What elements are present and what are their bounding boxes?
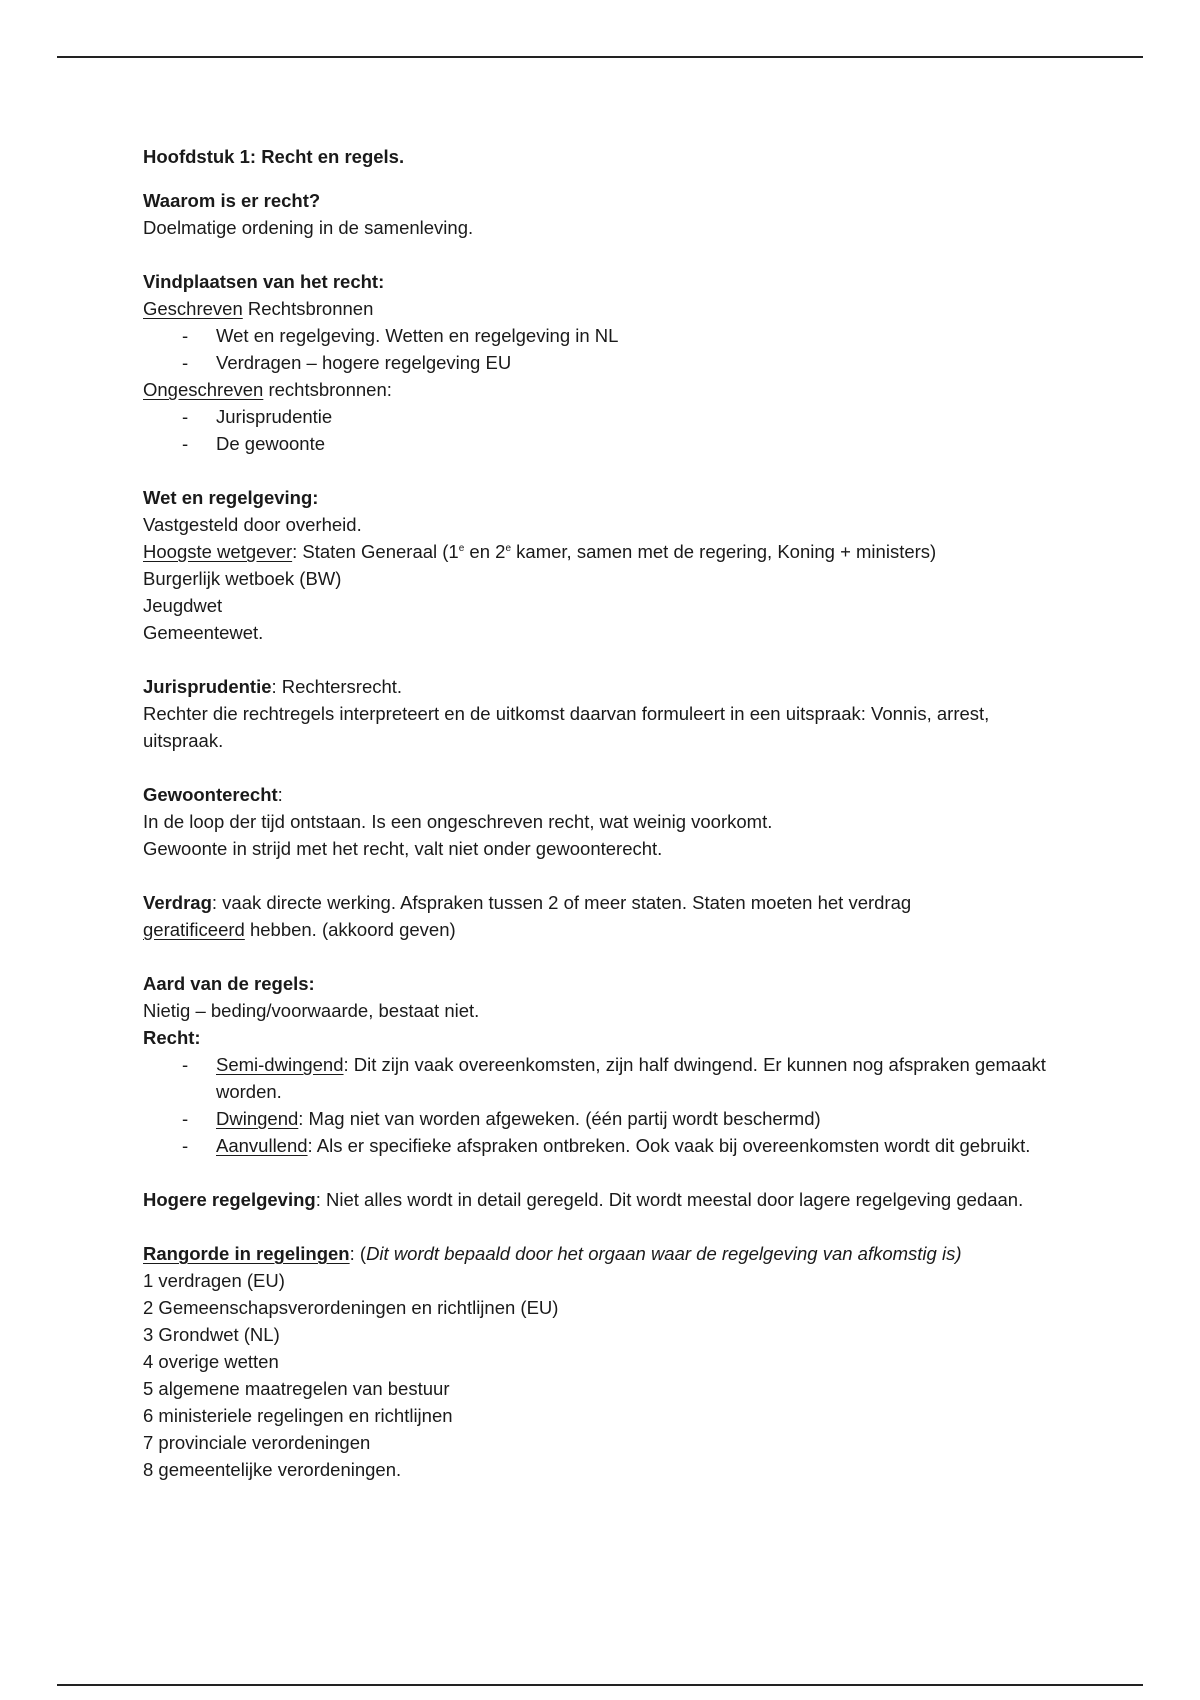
section-heading-vindplaatsen: Vindplaatsen van het recht: (143, 271, 385, 292)
rangorde-item: 3 Grondwet (NL) (143, 1324, 280, 1345)
recht-list (143, 1051, 1063, 1159)
gewoonterecht-text-2: Gewoonte in strijd met het recht, valt niet onder gewoonterecht. (143, 838, 663, 859)
geratificeerd-term: geratificeerd (143, 919, 245, 940)
rangorde-item: 7 provinciale verordeningen (143, 1432, 371, 1453)
rangorde-item: 2 Gemeenschapsverordeningen en richtlijnen (EU) (143, 1297, 559, 1318)
hoogste-wetgever-term: Hoogste wetgever (143, 541, 293, 562)
list-item: - Wet en regelgeving. Wetten en regelgeving in NL (182, 325, 619, 346)
nietig-line: Nietig – beding/voorwaarde, bestaat niet. (143, 1000, 480, 1021)
ongeschreven-list (143, 403, 1063, 457)
section-heading-waarom: Waarom is er recht? (143, 190, 321, 211)
geschreven-list (143, 322, 1063, 376)
rangorde-item: 4 overige wetten (143, 1351, 279, 1372)
section-heading-wet: Wet en regelgeving: (143, 487, 319, 508)
geschreven-line: Geschreven Rechtsbronnen (143, 298, 374, 319)
verdrag-line: Verdrag: vaak directe werking. Afspraken tussen 2 of meer staten. Staten moeten het verdrag (143, 892, 912, 913)
hoogste-wetgever-line: Hoogste wetgever: Staten Generaal (1e en 2e kamer, samen met de regering, Koning + ministers) (143, 541, 937, 562)
top-rule (57, 56, 1143, 58)
list-item: - Verdragen – hogere regelgeving EU (182, 352, 512, 373)
list-item: - Jurisprudentie (182, 406, 333, 427)
recht-label: Recht: (143, 1027, 201, 1048)
ongeschreven-line: Ongeschreven rechtsbronnen: (143, 379, 392, 400)
rangorde-heading: Rangorde in regelingen: (Dit wordt bepaald door het orgaan waar de regelgeving van afkomstig is) (143, 1243, 962, 1264)
wet-line-3: Burgerlijk wetboek (BW) (143, 568, 342, 589)
gewoonterecht-line: Gewoonterecht: (143, 784, 283, 805)
rangorde-item: 1 verdragen (EU) (143, 1270, 285, 1291)
waarom-text: Doelmatige ordening in de samenleving. (143, 217, 474, 238)
document-body (143, 143, 1063, 1483)
rangorde-item: 5 algemene maatregelen van bestuur (143, 1378, 450, 1399)
list-item: - Dwingend: Mag niet van worden afgeweken. (één partij wordt beschermd) (182, 1108, 821, 1129)
ongeschreven-term: Ongeschreven (143, 379, 264, 400)
gewoonterecht-text-1: In de loop der tijd ontstaan. Is een ongeschreven recht, wat weinig voorkomt. (143, 811, 773, 832)
rangorde-item: 8 gemeentelijke verordeningen. (143, 1459, 402, 1480)
rangorde-item: 6 ministeriele regelingen en richtlijnen (143, 1405, 453, 1426)
jurisprudentie-line: Jurisprudentie: Rechtersrecht. (143, 676, 403, 697)
list-item: - Semi-dwingend: Dit zijn vaak overeenkomsten, zijn half dwingend. Er kunnen nog afspraken gemaakt worden. (182, 1054, 1046, 1102)
jurisprudentie-text: Rechter die rechtregels interpreteert en de uitkomst daarvan formuleert in een uitspraak: Vonnis, arrest, uitspraak. (143, 703, 990, 751)
list-item: - Aanvullend: Als er specifieke afspraken ontbreken. Ook vaak bij overeenkomsten wordt dit gebruikt. (182, 1135, 1031, 1156)
verdrag-line-2: geratificeerd hebben. (akkoord geven) (143, 919, 456, 940)
wet-line-5: Gemeentewet. (143, 622, 264, 643)
wet-line-4: Jeugdwet (143, 595, 223, 616)
bottom-rule (57, 1684, 1143, 1686)
page-title: Hoofdstuk 1: Recht en regels. (143, 146, 405, 167)
list-item: - De gewoonte (182, 433, 326, 454)
wet-line-1: Vastgesteld door overheid. (143, 514, 362, 535)
hogere-regelgeving-paragraph: Hogere regelgeving: Niet alles wordt in detail geregeld. Dit wordt meestal door lagere regelgeving gedaan. (143, 1189, 1024, 1210)
section-heading-aard: Aard van de regels: (143, 973, 315, 994)
geschreven-term: Geschreven (143, 298, 243, 319)
